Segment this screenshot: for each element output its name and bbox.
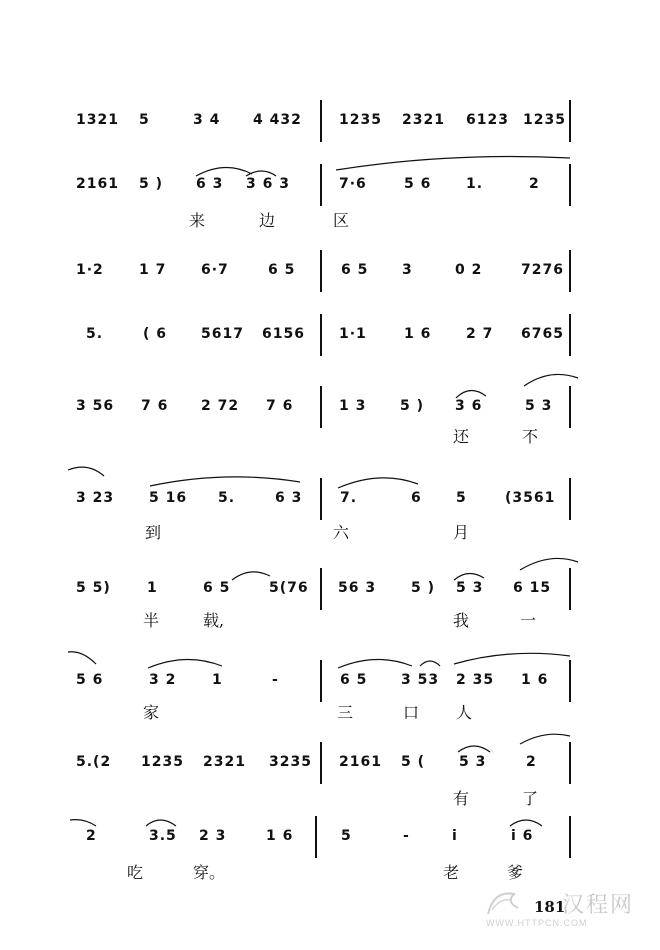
note-group: 1	[212, 672, 223, 688]
note-group: ( 6	[143, 326, 168, 342]
note-group: 7276	[521, 262, 564, 278]
slur-arc	[148, 659, 222, 668]
watermark-url: WWW.HTTPCN.COM	[486, 918, 588, 928]
note-group: 1 6	[266, 828, 294, 844]
slur-arc	[458, 746, 490, 752]
note-group: 5617	[201, 326, 244, 342]
note-group: 4 432	[253, 112, 302, 128]
note-group: 6765	[521, 326, 564, 342]
watermark	[478, 880, 648, 940]
note-group: 2321	[203, 754, 246, 770]
note-group: 1 3	[339, 398, 367, 414]
lyric: 老	[443, 863, 460, 882]
slur-arc	[520, 558, 578, 570]
note-group: 2	[86, 828, 97, 844]
note-group: 5 )	[411, 580, 436, 596]
watermark-text: 汉程网	[561, 893, 634, 918]
slur-arc	[456, 390, 486, 398]
note-group: 1 7	[139, 262, 167, 278]
note-group: 5 (	[401, 754, 426, 770]
lyric: 吃	[127, 863, 144, 882]
note-group: 3 53	[401, 672, 440, 688]
note-group: 2 3	[199, 828, 227, 844]
note-group: 2	[526, 754, 537, 770]
note-group: 3 2	[149, 672, 177, 688]
note-group: 6 3	[275, 490, 303, 506]
note-group: 6	[411, 490, 422, 506]
slur-arc	[232, 572, 270, 580]
lyric: 到	[145, 523, 162, 542]
slur-arc	[196, 167, 252, 176]
note-group: 7 6	[266, 398, 294, 414]
note-group: -	[403, 828, 410, 844]
slur-arc	[146, 820, 176, 826]
lyric: 区	[333, 211, 350, 230]
note-group: 5 6	[76, 672, 104, 688]
note-group: 5.	[86, 326, 104, 342]
note-group: 6 5	[340, 672, 368, 688]
lyric: 月	[453, 523, 470, 542]
lyric: 我	[453, 611, 470, 630]
note-group: 3 4	[193, 112, 221, 128]
note-group: 5 5)	[76, 580, 111, 596]
note-group: 6 3	[196, 176, 224, 192]
note-group: 5 3	[456, 580, 484, 596]
note-group: 2161	[76, 176, 119, 192]
note-group: 1321	[76, 112, 119, 128]
note-group: 3.5	[149, 828, 177, 844]
slur-arc	[510, 820, 542, 826]
slur-arc	[420, 661, 440, 666]
note-group: 5	[341, 828, 352, 844]
note-group: 1·1	[339, 326, 367, 342]
note-group: 6 5	[203, 580, 231, 596]
note-group: 3 6	[455, 398, 483, 414]
watermark-swirl-icon	[484, 884, 524, 920]
note-group: 5	[456, 490, 467, 506]
lyric: 来	[189, 211, 206, 230]
note-group: 0 2	[455, 262, 483, 278]
note-group: 1 6	[521, 672, 549, 688]
note-group: 6 15	[513, 580, 552, 596]
note-group: 5 6	[404, 176, 432, 192]
note-group: i 6	[511, 828, 534, 844]
lyric: 载,	[203, 611, 225, 630]
note-group: 5 )	[139, 176, 164, 192]
note-group: (3561	[505, 490, 556, 506]
lyric: 人	[456, 703, 473, 722]
note-group: 5 )	[400, 398, 425, 414]
note-group: 5 3	[525, 398, 553, 414]
slur-arc	[454, 653, 570, 664]
note-group: 3	[402, 262, 413, 278]
slur-arc	[524, 374, 578, 386]
slur-arc	[150, 477, 300, 486]
note-group: 2 35	[456, 672, 495, 688]
lyric: 不	[522, 427, 539, 446]
note-group: 1·2	[76, 262, 104, 278]
note-group: 2161	[339, 754, 382, 770]
lyric: 家	[143, 703, 160, 722]
lyric: 六	[333, 523, 350, 542]
note-group: 3235	[269, 754, 312, 770]
lyric: 一	[520, 611, 537, 630]
note-group: 1.	[466, 176, 484, 192]
lyric: 口	[403, 703, 420, 722]
note-group: 56 3	[338, 580, 377, 596]
note-group: 1235	[339, 112, 382, 128]
note-group: 7 6	[141, 398, 169, 414]
note-group: 5 16	[149, 490, 188, 506]
note-group: 2 7	[466, 326, 494, 342]
note-group: 5	[139, 112, 150, 128]
note-group: 6·7	[201, 262, 229, 278]
note-group: 2321	[402, 112, 445, 128]
slur-arc	[246, 171, 276, 176]
note-group: 6123	[466, 112, 509, 128]
note-group: 1	[147, 580, 158, 596]
note-group: 7·6	[339, 176, 367, 192]
slur-arc	[70, 820, 96, 826]
lyric: 有	[453, 789, 470, 808]
note-group: 6156	[262, 326, 305, 342]
slur-arc	[338, 659, 412, 668]
note-group: i	[452, 828, 458, 844]
slur-arc	[68, 467, 104, 476]
slur-arc	[68, 652, 96, 664]
note-group: 3 6 3	[246, 176, 290, 192]
lyric: 三	[337, 703, 354, 722]
slur-arc	[454, 573, 484, 580]
note-group: 2 72	[201, 398, 240, 414]
lyric: 穿。	[193, 863, 226, 882]
note-group: 3 56	[76, 398, 115, 414]
note-group: 7.	[340, 490, 358, 506]
note-group: 1235	[141, 754, 184, 770]
lyric: 半	[143, 611, 160, 630]
note-group: -	[272, 672, 279, 688]
slur-arc	[338, 478, 418, 488]
lyric: 边	[259, 211, 276, 230]
note-group: 1 6	[404, 326, 432, 342]
note-group: 6 5	[268, 262, 296, 278]
page-number: 181	[534, 898, 566, 916]
slur-arc	[520, 734, 570, 744]
note-group: 6 5	[341, 262, 369, 278]
slur-arc	[336, 157, 570, 171]
note-group: 5(76	[269, 580, 309, 596]
note-group: 5.(2	[76, 754, 112, 770]
note-group: 2	[529, 176, 540, 192]
note-group: 1235	[523, 112, 566, 128]
note-group: 5.	[218, 490, 236, 506]
lyric: 还	[453, 427, 470, 446]
lyric: 了	[522, 789, 539, 808]
note-group: 5 3	[459, 754, 487, 770]
lyric: 爹	[507, 863, 524, 882]
note-group: 3 23	[76, 490, 115, 506]
